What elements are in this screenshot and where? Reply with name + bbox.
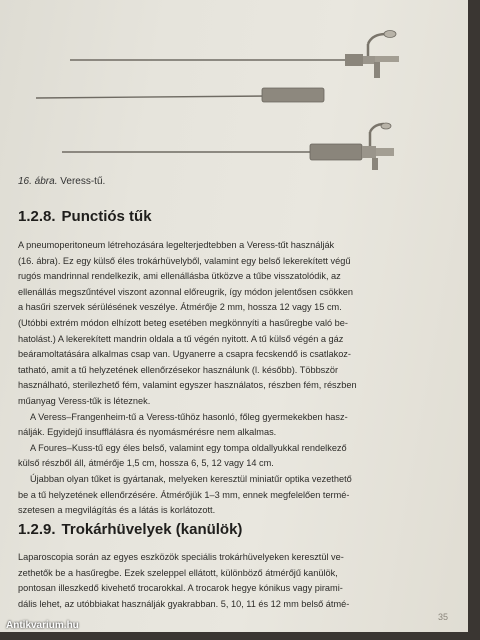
page-number: 35 bbox=[437, 612, 448, 622]
paragraph-line: be a tű helyzetének ellenőrzésére. Átmérőjük 1–3 mm, ennek megfelelően termé- bbox=[18, 489, 350, 500]
figure-caption-text: Veress-tű. bbox=[57, 176, 106, 187]
paragraph-line: Laparoscopia során az egyes eszközök speciális trokárhüvelyeken keresztül ve- bbox=[18, 552, 344, 562]
needle-2 bbox=[36, 88, 324, 102]
paragraph-line: (Utóbbi extrém módon elhízott beteg esetében megkönnyíti a hasűregbe való be- bbox=[18, 317, 348, 328]
paragraph-line: pontosan illeszkedő kivehető trocarokkal. A trocarok hegye kónikus vagy pirami- bbox=[18, 583, 343, 594]
paragraph-line: A pneumoperitoneum létrehozására legelterjedtebben a Veress-tűt használják bbox=[18, 240, 335, 250]
needle-3 bbox=[62, 123, 394, 170]
section-title: Trokárhüvelyek (kanülök) bbox=[61, 521, 243, 538]
paragraph-line: külső részből áll, átmérője 1,5 cm, hossza 6, 5, 12 vagy 14 cm. bbox=[18, 458, 274, 469]
paragraph-line: használható, sterilezhető fém, valamint egyszer használatos, részben fém, részben bbox=[18, 380, 357, 391]
section-heading-punctios bbox=[18, 208, 152, 225]
paragraph-line: (16. ábra). Ez egy külső éles trokárhüvelyből, valamint egy belső lekerekített végű bbox=[18, 255, 351, 266]
watermark-text: Antikvarium.hu bbox=[6, 620, 79, 631]
paragraph-line: A Foures–Kuss-tű egy éles belső, valamint egy tompa oldallyukkal rendelkező bbox=[30, 442, 347, 453]
paragraph-line: tatható, amit a tű helyzetének ellenőrzésekor használunk (l. később). Többször bbox=[18, 364, 339, 375]
needle-1 bbox=[70, 31, 399, 79]
paragraph-line: nálják. Egyidejű insufflálásra és nyomásmérésre nem alkalmas. bbox=[18, 427, 277, 438]
veress-needle-figure bbox=[0, 0, 468, 170]
paragraph-line: beáramoltatására alkalmas csap van. Ugyanerre a csapra fecskendő is csatlakoz- bbox=[18, 349, 351, 360]
section-number: 1.2.9. bbox=[18, 521, 56, 538]
section-title: Punctiós tűk bbox=[61, 208, 152, 225]
section-body-punctios bbox=[18, 238, 458, 519]
paragraph-line: Újabban olyan tűket is gyártanak, melyeken keresztül miniatűr optika vezethető bbox=[30, 473, 352, 484]
section-number: 1.2.8. bbox=[18, 208, 56, 225]
paragraph-line: zethetők be a hasűregbe. Ezek szeleppel ellátott, különböző átmérőjű kanülök, bbox=[18, 567, 338, 578]
paragraph-line: A Veress–Frangenheim-tű a Veress-tűhöz hasonló, főleg gyermekekben hasz- bbox=[30, 411, 348, 422]
section-heading-trokarhuvelyek bbox=[18, 521, 242, 538]
paragraph-line: hatolást.) A lekerekített mandrin oldala a tű végén nyitott. A tű külső végén a gáz bbox=[18, 333, 344, 344]
paragraph-line: dális lehet, az utóbbiakat használják gyakrabban. 5, 10, 11 és 12 mm belső átmé- bbox=[18, 598, 350, 609]
figure-caption bbox=[18, 176, 105, 187]
figure-caption-number: 16. ábra. bbox=[18, 176, 58, 187]
paragraph-line: a hasűri szervek sérülésének veszélye. Átmérője 2 mm, hossza 12 vagy 15 cm. bbox=[18, 302, 342, 313]
paragraph-line: rugós mandrinnal rendelkezik, ami ellenállásba ütközve a tűbe visszatolódik, az bbox=[18, 271, 341, 282]
section-body-trokarhuvelyek bbox=[18, 550, 458, 612]
paragraph-line: ellenállás megszűntével viszont azonnal előreugrik, így módon jelentősen csökken bbox=[18, 286, 354, 297]
paragraph-line: műanyag Veress-tűk is léteznek. bbox=[18, 395, 151, 406]
paragraph-line: szetesen a megvilágítás és a látás is korlátozott. bbox=[18, 505, 216, 516]
